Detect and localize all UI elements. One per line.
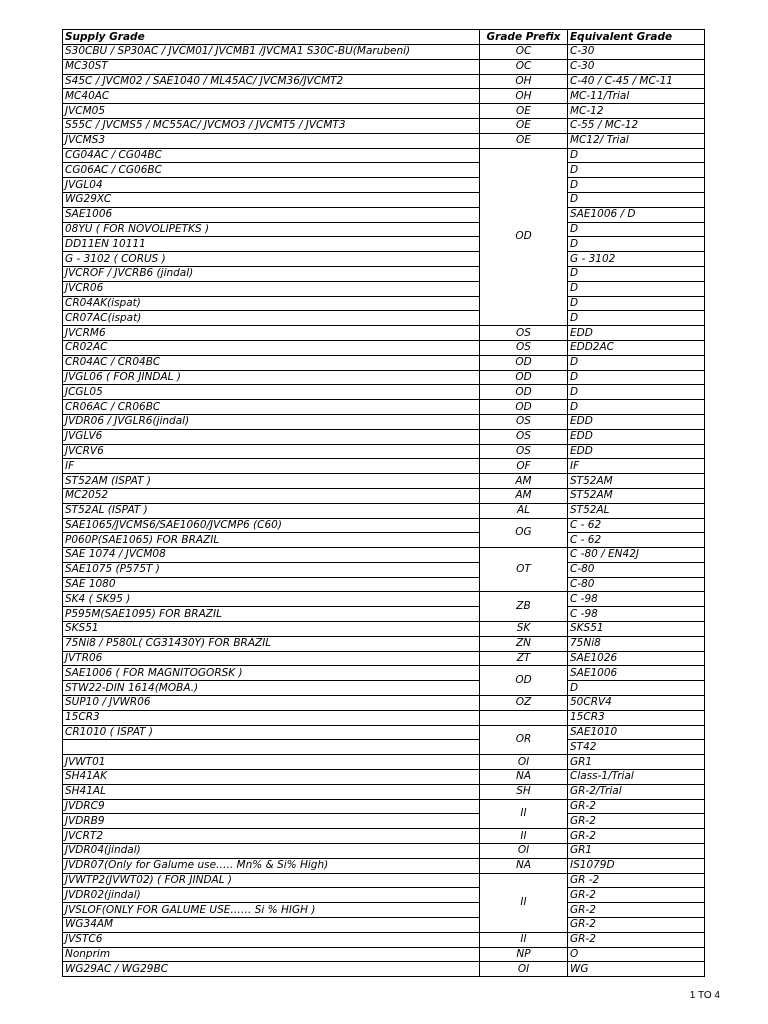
equivalent-grade-cell: Class-1/Trial bbox=[568, 770, 705, 785]
table-row bbox=[63, 962, 705, 977]
table-row bbox=[63, 311, 705, 326]
grade-prefix-cell: OS bbox=[480, 340, 568, 355]
table-row bbox=[63, 562, 705, 577]
grade-prefix-cell: OR bbox=[480, 725, 568, 755]
equivalent-grade-cell: GR-2 bbox=[568, 814, 705, 829]
equivalent-grade-cell: C-40 / C-45 / MC-11 bbox=[568, 74, 705, 89]
table-row bbox=[63, 740, 705, 755]
supply-grade-cell: JVDR02(jindal) bbox=[63, 888, 480, 903]
supply-grade-cell: CR04AK(ispat) bbox=[63, 296, 480, 311]
supply-grade-cell: P060P(SAE1065) FOR BRAZIL bbox=[63, 533, 480, 548]
table-row bbox=[63, 281, 705, 296]
table-row bbox=[63, 533, 705, 548]
table-row bbox=[63, 932, 705, 947]
supply-grade-cell: SUP10 / JVWR06 bbox=[63, 696, 480, 711]
table-row bbox=[63, 104, 705, 119]
equivalent-grade-cell: IF bbox=[568, 459, 705, 474]
grade-prefix-cell: OD bbox=[480, 148, 568, 326]
table-row bbox=[63, 444, 705, 459]
supply-grade-cell: JVWTP2(JVWT02) ( FOR JINDAL ) bbox=[63, 873, 480, 888]
grade-prefix-cell: OI bbox=[480, 844, 568, 859]
table-row bbox=[63, 947, 705, 962]
supply-grade-cell: CG06AC / CG06BC bbox=[63, 163, 480, 178]
equivalent-grade-cell: D bbox=[568, 370, 705, 385]
grade-prefix-cell: ZN bbox=[480, 636, 568, 651]
supply-grade-cell: JVDR06 / JVGLR6(jindal) bbox=[63, 414, 480, 429]
grade-prefix-cell: OC bbox=[480, 59, 568, 74]
table-row bbox=[63, 45, 705, 60]
table-row bbox=[63, 873, 705, 888]
supply-grade-cell: SAE1065/JVCMS6/SAE1060/JVCMP6 (C60) bbox=[63, 518, 480, 533]
table-row bbox=[63, 163, 705, 178]
table-row bbox=[63, 178, 705, 193]
supply-grade-cell: P595M(SAE1095) FOR BRAZIL bbox=[63, 607, 480, 622]
table-row bbox=[63, 592, 705, 607]
table-row bbox=[63, 814, 705, 829]
equivalent-grade-cell: EDD bbox=[568, 444, 705, 459]
supply-grade-cell: JVDRC9 bbox=[63, 799, 480, 814]
equivalent-grade-cell: D bbox=[568, 192, 705, 207]
equivalent-grade-cell: ST42 bbox=[568, 740, 705, 755]
table-row bbox=[63, 459, 705, 474]
table-row bbox=[63, 577, 705, 592]
table-row bbox=[63, 148, 705, 163]
table-row bbox=[63, 622, 705, 637]
equivalent-grade-cell: C - 62 bbox=[568, 533, 705, 548]
supply-grade-cell: JVCM05 bbox=[63, 104, 480, 119]
grade-prefix-cell: OS bbox=[480, 429, 568, 444]
equivalent-grade-cell: C-30 bbox=[568, 59, 705, 74]
grade-prefix-cell: OZ bbox=[480, 696, 568, 711]
grade-prefix-cell: NA bbox=[480, 858, 568, 873]
equivalent-grade-cell: C-80 bbox=[568, 562, 705, 577]
grade-prefix-cell: OS bbox=[480, 326, 568, 341]
grade-prefix-cell: OE bbox=[480, 133, 568, 148]
table-row bbox=[63, 74, 705, 89]
grade-prefix-cell: OE bbox=[480, 104, 568, 119]
table-row bbox=[63, 222, 705, 237]
supply-grade-cell: STW22-DIN 1614(MOBA.) bbox=[63, 681, 480, 696]
table-row bbox=[63, 296, 705, 311]
equivalent-grade-cell: SAE1026 bbox=[568, 651, 705, 666]
equivalent-grade-cell: D bbox=[568, 296, 705, 311]
grade-prefix-cell: OD bbox=[480, 400, 568, 415]
equivalent-grade-cell: GR-2 bbox=[568, 888, 705, 903]
supply-grade-cell: CR06AC / CR06BC bbox=[63, 400, 480, 415]
grade-prefix-cell: OG bbox=[480, 518, 568, 548]
grade-prefix-cell: OS bbox=[480, 444, 568, 459]
table-row bbox=[63, 903, 705, 918]
table-row bbox=[63, 192, 705, 207]
supply-grade-cell: CR02AC bbox=[63, 340, 480, 355]
supply-grade-cell: JVGL06 ( FOR JINDAL ) bbox=[63, 370, 480, 385]
table-row bbox=[63, 355, 705, 370]
supply-grade-cell: CR1010 ( ISPAT ) bbox=[63, 725, 480, 740]
grade-prefix-cell: OC bbox=[480, 45, 568, 60]
supply-grade-cell: JVGLV6 bbox=[63, 429, 480, 444]
grade-prefix-cell: ZB bbox=[480, 592, 568, 622]
equivalent-grade-cell: WG bbox=[568, 962, 705, 977]
equivalent-grade-cell: G - 3102 bbox=[568, 252, 705, 267]
table-row bbox=[63, 799, 705, 814]
table-row bbox=[63, 518, 705, 533]
supply-grade-cell: JCGL05 bbox=[63, 385, 480, 400]
supply-grade-cell: WG29XC bbox=[63, 192, 480, 207]
supply-grade-cell: JVSLOF(ONLY FOR GALUME USE…… Si % HIGH ) bbox=[63, 903, 480, 918]
equivalent-grade-cell: ST52AM bbox=[568, 488, 705, 503]
table-row bbox=[63, 918, 705, 933]
supply-grade-cell: S55C / JVCMS5 / MC55AC/ JVCMO3 / JVCMT5 / JVCMT3 bbox=[63, 118, 480, 133]
table-row bbox=[63, 326, 705, 341]
supply-grade-cell: SAE 1080 bbox=[63, 577, 480, 592]
table-row bbox=[63, 59, 705, 74]
table-row bbox=[63, 784, 705, 799]
table-row bbox=[63, 266, 705, 281]
equivalent-grade-cell: 15CR3 bbox=[568, 710, 705, 725]
page-number: 1 TO 4 bbox=[689, 990, 720, 1001]
supply-grade-cell: SH41AL bbox=[63, 784, 480, 799]
table-row bbox=[63, 385, 705, 400]
table-body bbox=[63, 45, 705, 977]
supply-grade-cell: JVWT01 bbox=[63, 755, 480, 770]
grade-prefix-cell: OI bbox=[480, 755, 568, 770]
equivalent-grade-cell: D bbox=[568, 266, 705, 281]
grade-prefix-cell: NP bbox=[480, 947, 568, 962]
header-supply-grade: Supply Grade bbox=[63, 30, 480, 45]
equivalent-grade-cell: EDD bbox=[568, 326, 705, 341]
equivalent-grade-cell: EDD bbox=[568, 414, 705, 429]
supply-grade-cell: G - 3102 ( CORUS ) bbox=[63, 252, 480, 267]
equivalent-grade-cell: D bbox=[568, 355, 705, 370]
table-row bbox=[63, 370, 705, 385]
supply-grade-cell: JVDR04(jindal) bbox=[63, 844, 480, 859]
grade-prefix-cell: OD bbox=[480, 355, 568, 370]
table-row bbox=[63, 666, 705, 681]
grade-prefix-cell: II bbox=[480, 873, 568, 932]
supply-grade-cell: JVTR06 bbox=[63, 651, 480, 666]
equivalent-grade-cell: C -98 bbox=[568, 607, 705, 622]
equivalent-grade-cell: C-30 bbox=[568, 45, 705, 60]
table-row bbox=[63, 474, 705, 489]
equivalent-grade-cell: D bbox=[568, 281, 705, 296]
table-row bbox=[63, 252, 705, 267]
supply-grade-cell: MC2052 bbox=[63, 488, 480, 503]
supply-grade-cell: SKS51 bbox=[63, 622, 480, 637]
supply-grade-cell: IF bbox=[63, 459, 480, 474]
equivalent-grade-cell: D bbox=[568, 385, 705, 400]
table-row bbox=[63, 770, 705, 785]
supply-grade-cell: SAE1006 ( FOR MAGNITOGORSK ) bbox=[63, 666, 480, 681]
equivalent-grade-cell: GR -2 bbox=[568, 873, 705, 888]
equivalent-grade-cell: GR-2 bbox=[568, 903, 705, 918]
equivalent-grade-cell: D bbox=[568, 222, 705, 237]
equivalent-grade-cell: D bbox=[568, 237, 705, 252]
table-row bbox=[63, 414, 705, 429]
equivalent-grade-cell: C - 62 bbox=[568, 518, 705, 533]
table-row bbox=[63, 400, 705, 415]
table-row bbox=[63, 858, 705, 873]
grade-prefix-cell: OS bbox=[480, 414, 568, 429]
grade-prefix-cell: II bbox=[480, 932, 568, 947]
equivalent-grade-cell: EDD bbox=[568, 429, 705, 444]
supply-grade-cell: CR04AC / CR04BC bbox=[63, 355, 480, 370]
table-row bbox=[63, 755, 705, 770]
equivalent-grade-cell: D bbox=[568, 163, 705, 178]
grade-prefix-cell: OH bbox=[480, 89, 568, 104]
table-row bbox=[63, 118, 705, 133]
header-grade-prefix: Grade Prefix bbox=[480, 30, 568, 45]
supply-grade-cell: Nonprim bbox=[63, 947, 480, 962]
grade-prefix-cell: II bbox=[480, 799, 568, 829]
grade-prefix-cell: NA bbox=[480, 770, 568, 785]
grade-prefix-cell: AL bbox=[480, 503, 568, 518]
supply-grade-cell: CG04AC / CG04BC bbox=[63, 148, 480, 163]
grade-prefix-cell: AM bbox=[480, 474, 568, 489]
table-row bbox=[63, 237, 705, 252]
equivalent-grade-cell: D bbox=[568, 178, 705, 193]
table-row bbox=[63, 710, 705, 725]
equivalent-grade-cell: 50CRV4 bbox=[568, 696, 705, 711]
grade-prefix-cell: II bbox=[480, 829, 568, 844]
equivalent-grade-cell: SKS51 bbox=[568, 622, 705, 637]
supply-grade-cell: S30CBU / SP30AC / JVCM01/ JVCMB1 /JVCMA1 S30C-BU(Marubeni) bbox=[63, 45, 480, 60]
supply-grade-cell: SAE1075 (P575T ) bbox=[63, 562, 480, 577]
supply-grade-cell: SAE1006 bbox=[63, 207, 480, 222]
equivalent-grade-cell: C -80 / EN42J bbox=[568, 548, 705, 563]
table-row bbox=[63, 696, 705, 711]
grade-prefix-cell: OF bbox=[480, 459, 568, 474]
equivalent-grade-cell: SAE1006 / D bbox=[568, 207, 705, 222]
equivalent-grade-cell: GR-2/Trial bbox=[568, 784, 705, 799]
table-row bbox=[63, 681, 705, 696]
table-row bbox=[63, 829, 705, 844]
supply-grade-cell: JVSTC6 bbox=[63, 932, 480, 947]
supply-grade-cell: ST52AM (ISPAT ) bbox=[63, 474, 480, 489]
table-row bbox=[63, 89, 705, 104]
equivalent-grade-cell: D bbox=[568, 148, 705, 163]
grade-prefix-cell: SH bbox=[480, 784, 568, 799]
grade-prefix-cell: OT bbox=[480, 548, 568, 592]
supply-grade-cell: JVCROF / JVCRB6 (jindal) bbox=[63, 266, 480, 281]
table-row bbox=[63, 503, 705, 518]
supply-grade-cell: JVCR06 bbox=[63, 281, 480, 296]
equivalent-grade-cell: SAE1006 bbox=[568, 666, 705, 681]
supply-grade-cell: DD11EN 10111 bbox=[63, 237, 480, 252]
supply-grade-cell: JVDR07(Only for Galume use….. Mn% & Si% High) bbox=[63, 858, 480, 873]
equivalent-grade-cell: GR-2 bbox=[568, 829, 705, 844]
equivalent-grade-cell: GR1 bbox=[568, 844, 705, 859]
table-row bbox=[63, 488, 705, 503]
grade-prefix-cell: ZT bbox=[480, 651, 568, 666]
supply-grade-cell: JVCRT2 bbox=[63, 829, 480, 844]
table-row bbox=[63, 340, 705, 355]
table-row bbox=[63, 651, 705, 666]
supply-grade-cell: 75Ni8 / P580L( CG31430Y) FOR BRAZIL bbox=[63, 636, 480, 651]
equivalent-grade-cell: 75Ni8 bbox=[568, 636, 705, 651]
equivalent-grade-cell: ST52AL bbox=[568, 503, 705, 518]
equivalent-grade-cell: GR-2 bbox=[568, 799, 705, 814]
supply-grade-cell: MC30ST bbox=[63, 59, 480, 74]
equivalent-grade-cell: D bbox=[568, 311, 705, 326]
grade-prefix-cell bbox=[480, 710, 568, 725]
equivalent-grade-cell: SAE1010 bbox=[568, 725, 705, 740]
supply-grade-cell: MC40AC bbox=[63, 89, 480, 104]
equivalent-grade-cell: MC-12 bbox=[568, 104, 705, 119]
supply-grade-cell: JVCMS3 bbox=[63, 133, 480, 148]
grade-prefix-cell: AM bbox=[480, 488, 568, 503]
grade-prefix-cell: OD bbox=[480, 666, 568, 696]
table-row bbox=[63, 636, 705, 651]
table-row bbox=[63, 207, 705, 222]
supply-grade-cell: SAE 1074 / JVCM08 bbox=[63, 548, 480, 563]
header-row bbox=[63, 30, 705, 45]
equivalent-grade-cell: GR-2 bbox=[568, 932, 705, 947]
supply-grade-cell: SK4 ( SK95 ) bbox=[63, 592, 480, 607]
grade-prefix-cell: SK bbox=[480, 622, 568, 637]
table-row bbox=[63, 548, 705, 563]
equivalent-grade-cell: GR-2 bbox=[568, 918, 705, 933]
equivalent-grade-cell: IS1079D bbox=[568, 858, 705, 873]
supply-grade-cell: CR07AC(ispat) bbox=[63, 311, 480, 326]
grade-table bbox=[62, 29, 705, 977]
equivalent-grade-cell: C-80 bbox=[568, 577, 705, 592]
grade-prefix-cell: OD bbox=[480, 385, 568, 400]
supply-grade-cell: WG29AC / WG29BC bbox=[63, 962, 480, 977]
supply-grade-cell: JVGL04 bbox=[63, 178, 480, 193]
equivalent-grade-cell: O bbox=[568, 947, 705, 962]
supply-grade-cell: JVCRV6 bbox=[63, 444, 480, 459]
grade-prefix-cell: OI bbox=[480, 962, 568, 977]
table-row bbox=[63, 429, 705, 444]
header-equivalent-grade: Equivalent Grade bbox=[568, 30, 705, 45]
supply-grade-cell: WG34AM bbox=[63, 918, 480, 933]
equivalent-grade-cell: ST52AM bbox=[568, 474, 705, 489]
table-row bbox=[63, 844, 705, 859]
grade-prefix-cell: OD bbox=[480, 370, 568, 385]
table-row bbox=[63, 725, 705, 740]
supply-grade-cell: S45C / JVCM02 / SAE1040 / ML45AC/ JVCM36/JVCMT2 bbox=[63, 74, 480, 89]
equivalent-grade-cell: D bbox=[568, 400, 705, 415]
equivalent-grade-cell: EDD2AC bbox=[568, 340, 705, 355]
table-row bbox=[63, 133, 705, 148]
equivalent-grade-cell: D bbox=[568, 681, 705, 696]
supply-grade-cell: ST52AL (ISPAT ) bbox=[63, 503, 480, 518]
supply-grade-cell: 15CR3 bbox=[63, 710, 480, 725]
table-row bbox=[63, 888, 705, 903]
grade-prefix-cell: OE bbox=[480, 118, 568, 133]
supply-grade-cell: JVDRB9 bbox=[63, 814, 480, 829]
equivalent-grade-cell: MC12/ Trial bbox=[568, 133, 705, 148]
equivalent-grade-cell: MC-11/Trial bbox=[568, 89, 705, 104]
supply-grade-cell: 08YU ( FOR NOVOLIPETKS ) bbox=[63, 222, 480, 237]
equivalent-grade-cell: C-55 / MC-12 bbox=[568, 118, 705, 133]
supply-grade-cell bbox=[63, 740, 480, 755]
supply-grade-cell: SH41AK bbox=[63, 770, 480, 785]
grade-prefix-cell: OH bbox=[480, 74, 568, 89]
table-row bbox=[63, 607, 705, 622]
equivalent-grade-cell: C -98 bbox=[568, 592, 705, 607]
supply-grade-cell: JVCRM6 bbox=[63, 326, 480, 341]
equivalent-grade-cell: GR1 bbox=[568, 755, 705, 770]
